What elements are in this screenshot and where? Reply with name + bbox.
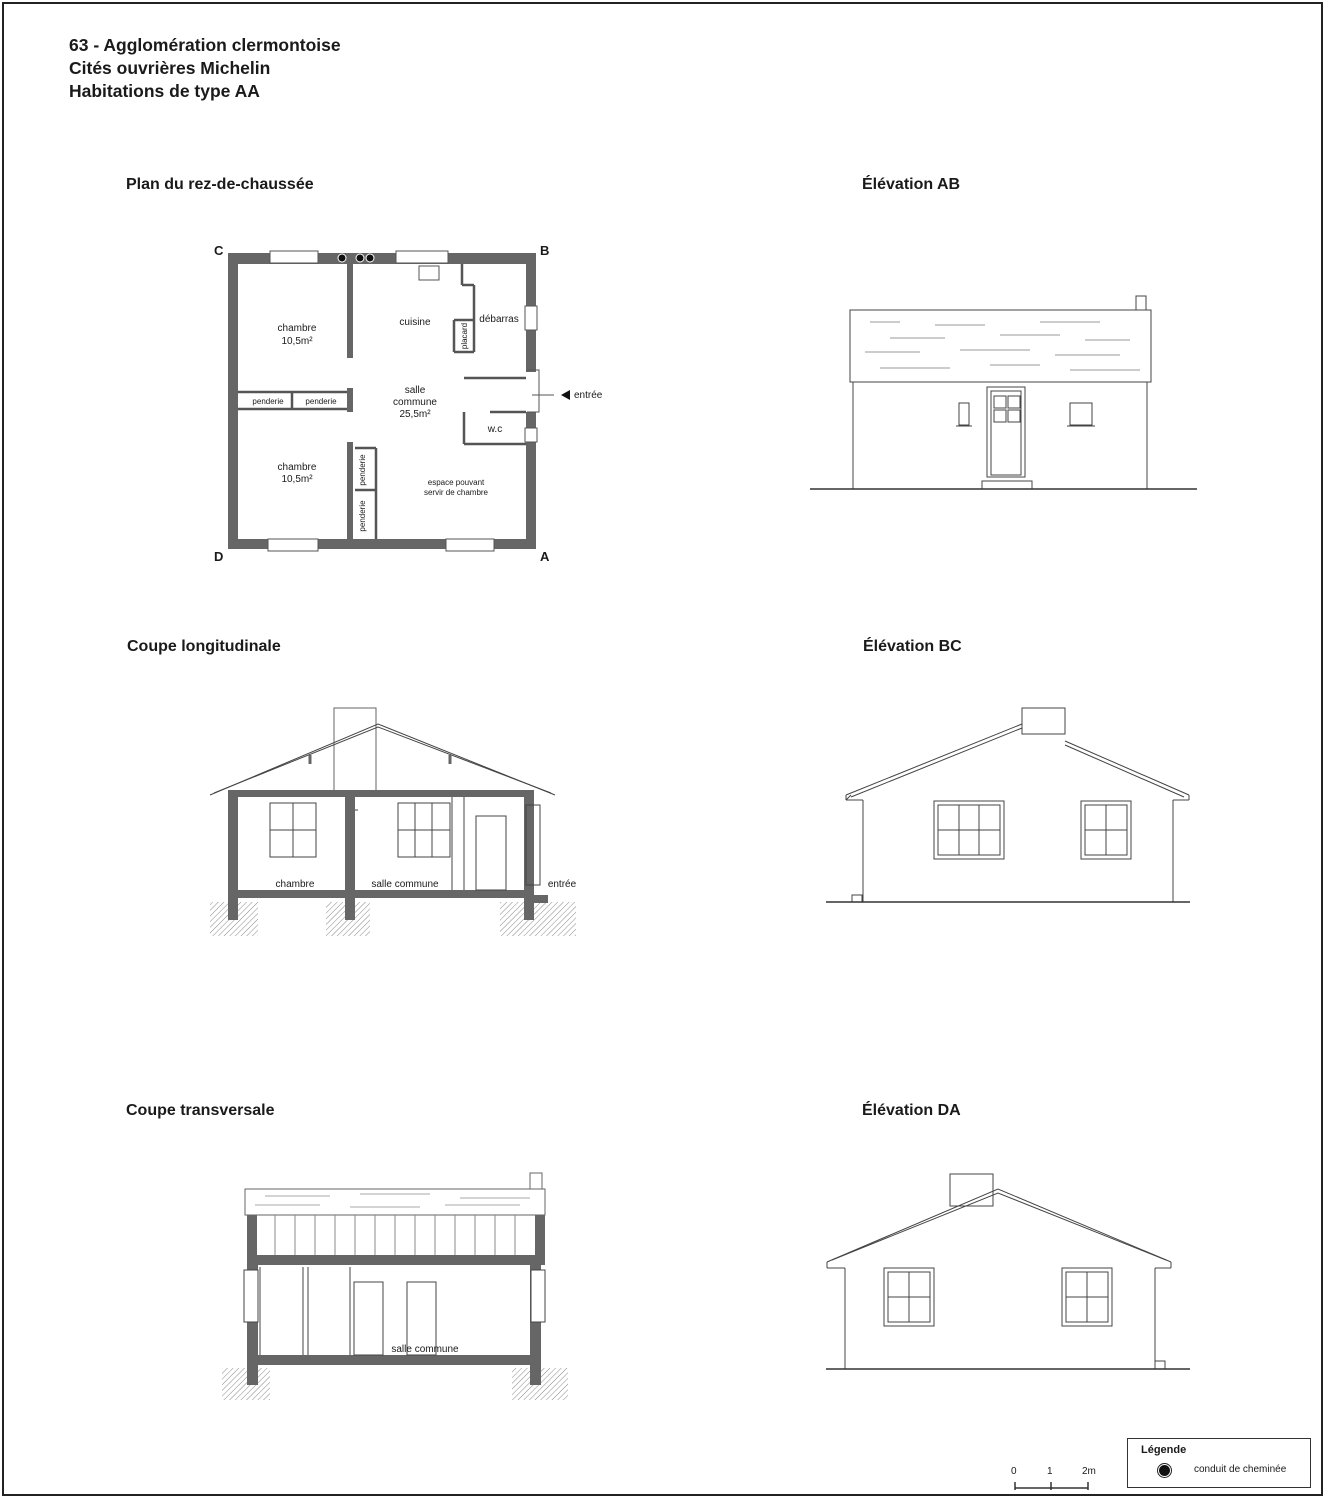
scale-tick-0: 0 <box>1011 1466 1017 1477</box>
room-label-wc: w.c <box>487 424 503 435</box>
room-label-salle: salle <box>404 385 426 396</box>
section-title-elevation-bc: Élévation BC <box>863 638 962 655</box>
chimney-flue-icon <box>338 254 346 262</box>
coupe-long-label-entree: entrée <box>547 879 577 890</box>
room-label-penderie-1: penderie <box>252 397 284 406</box>
chimney-flue-icon <box>366 254 374 262</box>
entrance-arrow-icon <box>561 390 570 400</box>
header-line-3: Habitations de type AA <box>69 81 260 101</box>
room-label-cuisine: cuisine <box>399 317 431 328</box>
coupe-trans-label-salle-commune: salle commune <box>391 1344 459 1355</box>
coupe-transversale <box>222 1173 568 1402</box>
elevation-da <box>826 1174 1190 1369</box>
chimney-flue-icon <box>356 254 364 262</box>
plan-interior-wall <box>347 442 353 539</box>
plan-window <box>270 251 318 263</box>
section-title-plan: Plan du rez-de-chaussée <box>126 176 314 193</box>
corner-label-b: B <box>540 243 550 258</box>
header-line-1: 63 - Agglomération clermontoise <box>69 35 341 55</box>
room-label-placard: placard <box>460 322 469 350</box>
plan-sink <box>419 266 439 280</box>
room-label-debarras: débarras <box>479 314 519 325</box>
room-label-penderie-v1: penderie <box>358 454 367 486</box>
room-label-commune: commune <box>393 397 437 408</box>
floor-plan <box>214 243 603 564</box>
room-area-chambre-top: 10,5m² <box>281 336 313 347</box>
plan-window <box>396 251 448 263</box>
plan-entrance-opening <box>525 372 539 412</box>
plan-window <box>525 306 537 330</box>
plan-window <box>525 428 537 442</box>
header-line-2: Cités ouvrières Michelin <box>69 58 271 78</box>
coupe-long-label-chambre: chambre <box>275 879 315 890</box>
legend-box <box>1127 1438 1311 1488</box>
scale-labels <box>1008 1466 1108 1494</box>
room-label-chambre-top: chambre <box>277 323 317 334</box>
room-label-espace-1: espace pouvant <box>427 478 485 487</box>
label-entree: entrée <box>574 390 603 401</box>
coupe-long-label-salle-commune: salle commune <box>371 879 439 890</box>
room-label-penderie-2: penderie <box>305 397 337 406</box>
legend-item-text: conduit de cheminée <box>1194 1464 1287 1475</box>
corner-label-d: D <box>214 549 224 564</box>
elevation-bc <box>826 708 1190 902</box>
scale-tick-2: 2m <box>1082 1466 1096 1477</box>
room-area-chambre-bottom: 10,5m² <box>281 474 313 485</box>
room-label-espace-2: servir de chambre <box>423 488 489 497</box>
corner-label-c: C <box>214 243 224 258</box>
plan-window <box>446 539 494 551</box>
scale-tick-1: 1 <box>1047 1466 1053 1477</box>
chimney-flue-legend-icon <box>1159 1465 1170 1476</box>
section-title-elevation-da: Élévation DA <box>862 1102 961 1119</box>
legend-title: Légende <box>1141 1444 1187 1456</box>
section-title-coupe-transversale: Coupe transversale <box>126 1102 275 1119</box>
coupe-longitudinale <box>210 708 577 938</box>
corner-label-a: A <box>540 549 550 564</box>
room-label-penderie-v2: penderie <box>358 500 367 532</box>
room-area-salle-commune: 25,5m² <box>399 409 431 420</box>
room-label-chambre-bottom: chambre <box>277 462 317 473</box>
plan-interior-wall <box>347 264 353 358</box>
elevation-ab <box>810 296 1197 489</box>
plan-window <box>268 539 318 551</box>
section-title-coupe-longitudinale: Coupe longitudinale <box>127 638 281 655</box>
plan-interior-wall <box>347 388 353 412</box>
section-title-elevation-ab: Élévation AB <box>862 176 961 193</box>
